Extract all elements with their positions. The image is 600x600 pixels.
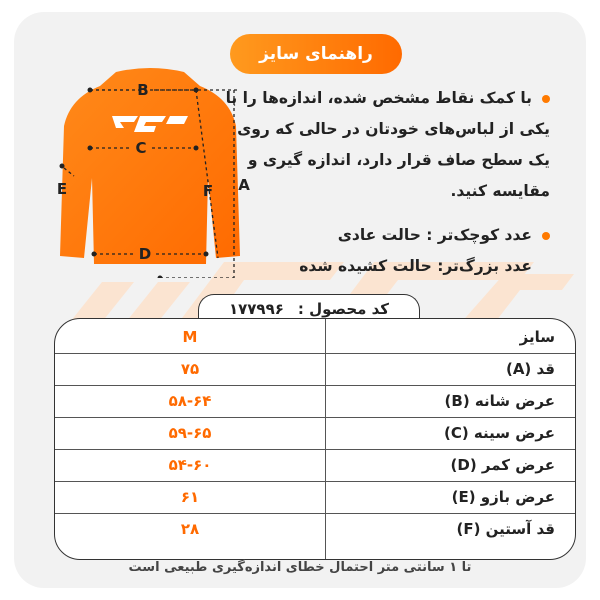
- label-d: D: [138, 245, 152, 263]
- label-a: A: [238, 176, 250, 194]
- instructions-paragraph: [220, 83, 550, 207]
- bullet-dot: [542, 232, 550, 240]
- product-code-label: کد محصول :: [297, 300, 390, 318]
- bullet-dot: [542, 95, 550, 103]
- table-row: ۵۴-۶۰ عرض کمر (D): [168, 455, 555, 474]
- product-code-value: ۱۷۷۹۹۶: [228, 300, 284, 318]
- column-header-size-m: M: [182, 327, 198, 346]
- instructions-text: با کمک نقاط مشخص شده، اندازه‌ها را با یکی از لباس‌های خودتان در حالی که روی یک سطح صاف قرار دارد، اندازه گیری و مقایسه کنید.: [225, 89, 550, 200]
- note-larger: عدد بزرگ‌تر: حالت کشیده شده: [299, 257, 532, 275]
- table-row: ۵۸-۶۴ عرض شانه (B): [168, 391, 555, 410]
- table-row: ۶۱ عرض بازو (E): [180, 487, 555, 506]
- hoodie-icon: [60, 68, 240, 264]
- size-note: [220, 220, 550, 282]
- table-row: ۷۵ قد (A): [180, 359, 555, 378]
- column-header-measure: سایز: [519, 327, 555, 346]
- table-header: [55, 321, 575, 352]
- note-smaller: عدد کوچک‌تر : حالت عادی: [337, 226, 532, 244]
- table-row: ۲۸ قد آستین (F): [180, 519, 555, 538]
- label-f: F: [202, 182, 214, 200]
- label-b: B: [137, 81, 149, 99]
- size-table: [54, 318, 576, 560]
- size-guide-card: [14, 12, 586, 588]
- footer-note: تا ۱ سانتی متر احتمال خطای اندازه‌گیری طبیعی است: [128, 560, 472, 575]
- label-c: C: [135, 139, 147, 157]
- table-row: ۵۹-۶۵ عرض سینه (C): [168, 423, 555, 442]
- page-title: راهنمای سایز: [230, 34, 402, 74]
- label-e: E: [56, 180, 68, 198]
